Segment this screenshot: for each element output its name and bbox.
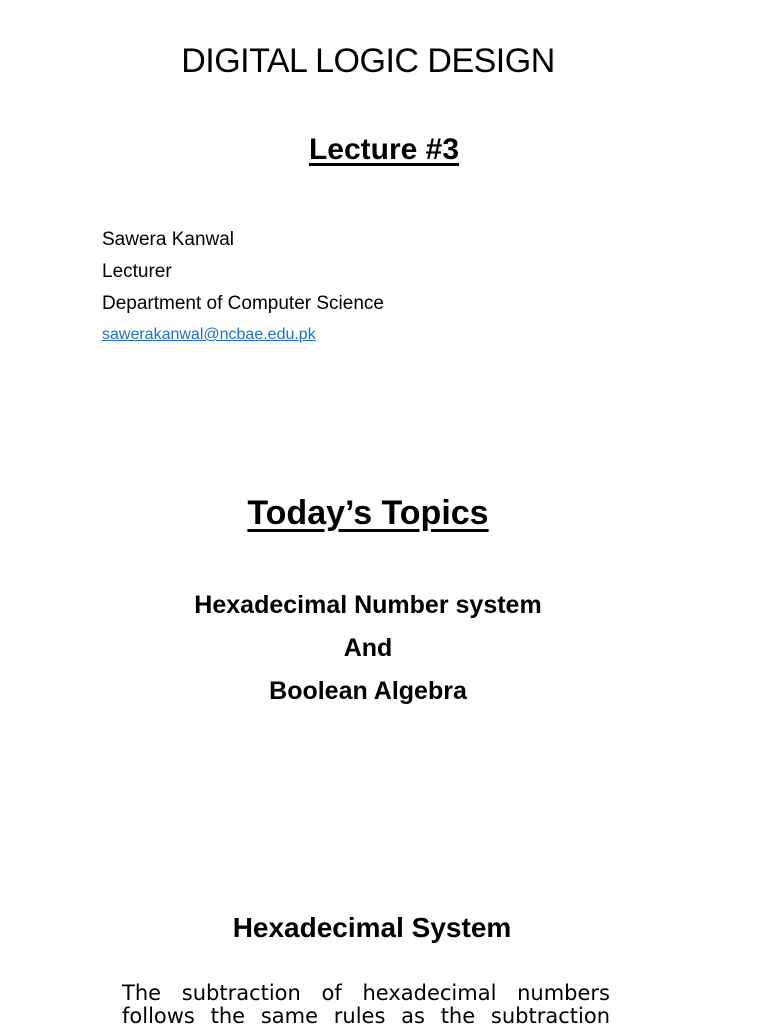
topics-list — [0, 584, 736, 713]
author-email-link[interactable]: sawerakanwal@ncbae.edu.pk — [102, 326, 316, 343]
body-line: follows the same rules as the subtraction — [122, 1004, 610, 1024]
body-line: The subtraction of hexadecimal numbers — [122, 981, 610, 1005]
author-role: Lecturer — [102, 261, 172, 282]
topic-item: And — [343, 634, 393, 662]
author-department: Department of Computer Science — [102, 293, 384, 314]
topic-item: Hexadecimal Number system — [194, 591, 542, 619]
author-name: Sawera Kanwal — [102, 229, 235, 250]
topics-heading: Today’s Topics — [247, 494, 489, 532]
document-title: DIGITAL LOGIC DESIGN — [181, 42, 555, 80]
section-heading: Hexadecimal System — [232, 912, 512, 943]
topic-item: Boolean Algebra — [269, 677, 467, 705]
lecture-number: Lecture #3 — [308, 133, 460, 166]
author-block — [102, 224, 702, 350]
section-body-paragraph — [122, 982, 610, 1024]
